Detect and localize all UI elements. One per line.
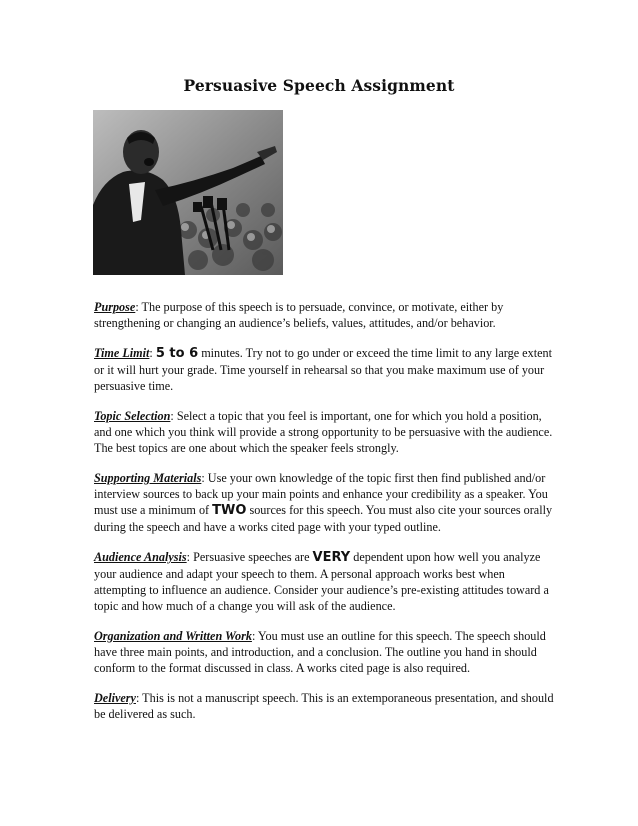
audience-analysis-emphasis: VERY <box>312 550 351 565</box>
delivery-text: : This is not a manuscript speech. This is an extemporaneous presentation, and should be delivered as such. <box>94 691 554 721</box>
purpose-paragraph <box>94 299 556 331</box>
organization-paragraph <box>94 628 556 676</box>
time-limit-heading: Time Limit <box>94 346 150 360</box>
audience-analysis-text-b: dependent upon how well you analyze your audience and adapt your speech to them. A personal approach works best when attempting to influence an audience. Consider your audience’s pre-existing attitudes toward a topic and how much of a change you will ask of the audience. <box>94 550 549 613</box>
assignment-body <box>94 299 556 736</box>
supporting-materials-heading: Supporting Materials <box>94 471 202 485</box>
delivery-heading: Delivery <box>94 691 136 705</box>
supporting-materials-emphasis: TWO <box>212 503 247 518</box>
topic-selection-heading: Topic Selection <box>94 409 171 423</box>
topic-selection-text: : Select a topic that you feel is important, one for which you hold a position, and one which you think will provide a strong opportunity to be persuasive with the audience. The best topics are one about which the speaker feels strongly. <box>94 409 553 455</box>
time-limit-emphasis: 5 to 6 <box>155 346 199 361</box>
audience-analysis-paragraph <box>94 549 556 614</box>
time-limit-text: minutes. Try not to go under or exceed the time limit to any large extent or it will hurt your grade. Time yourself in rehearsal so that you make maximum use of your persuasive time. <box>94 346 552 393</box>
audience-analysis-heading: Audience Analysis <box>94 550 187 564</box>
supporting-materials-text-b: sources for this speech. You must also cite your sources orally during the speech and have a works cited page with your typed outline. <box>94 503 553 534</box>
topic-selection-paragraph <box>94 408 556 456</box>
page-title: Persuasive Speech Assignment <box>183 76 455 95</box>
organization-text: : You must use an outline for this speech. The speech should have three main points, and introduction, and a conclusion. The outline you hand in should conform to the format discussed in class. A works cited page is also required. <box>94 629 546 675</box>
organization-heading: Organization and Written Work <box>94 629 252 643</box>
purpose-text: : The purpose of this speech is to persuade, convince, or motivate, either by strengthening or changing an audience’s beliefs, values, attitudes, and/or behavior. <box>94 300 504 330</box>
purpose-heading: Purpose <box>94 300 136 314</box>
supporting-materials-text-a: : Use your own knowledge of the topic first then find published and/or interview sources to back up your main points and enhance your credibility as a speaker. You must use a minimum of <box>94 471 548 517</box>
audience-analysis-text-a: : Persuasive speeches are <box>186 550 313 564</box>
time-limit-colon: : <box>149 346 156 360</box>
time-limit-paragraph <box>94 345 556 394</box>
supporting-materials-paragraph <box>94 470 556 535</box>
delivery-paragraph <box>94 690 556 722</box>
speaker-photo <box>93 110 283 275</box>
